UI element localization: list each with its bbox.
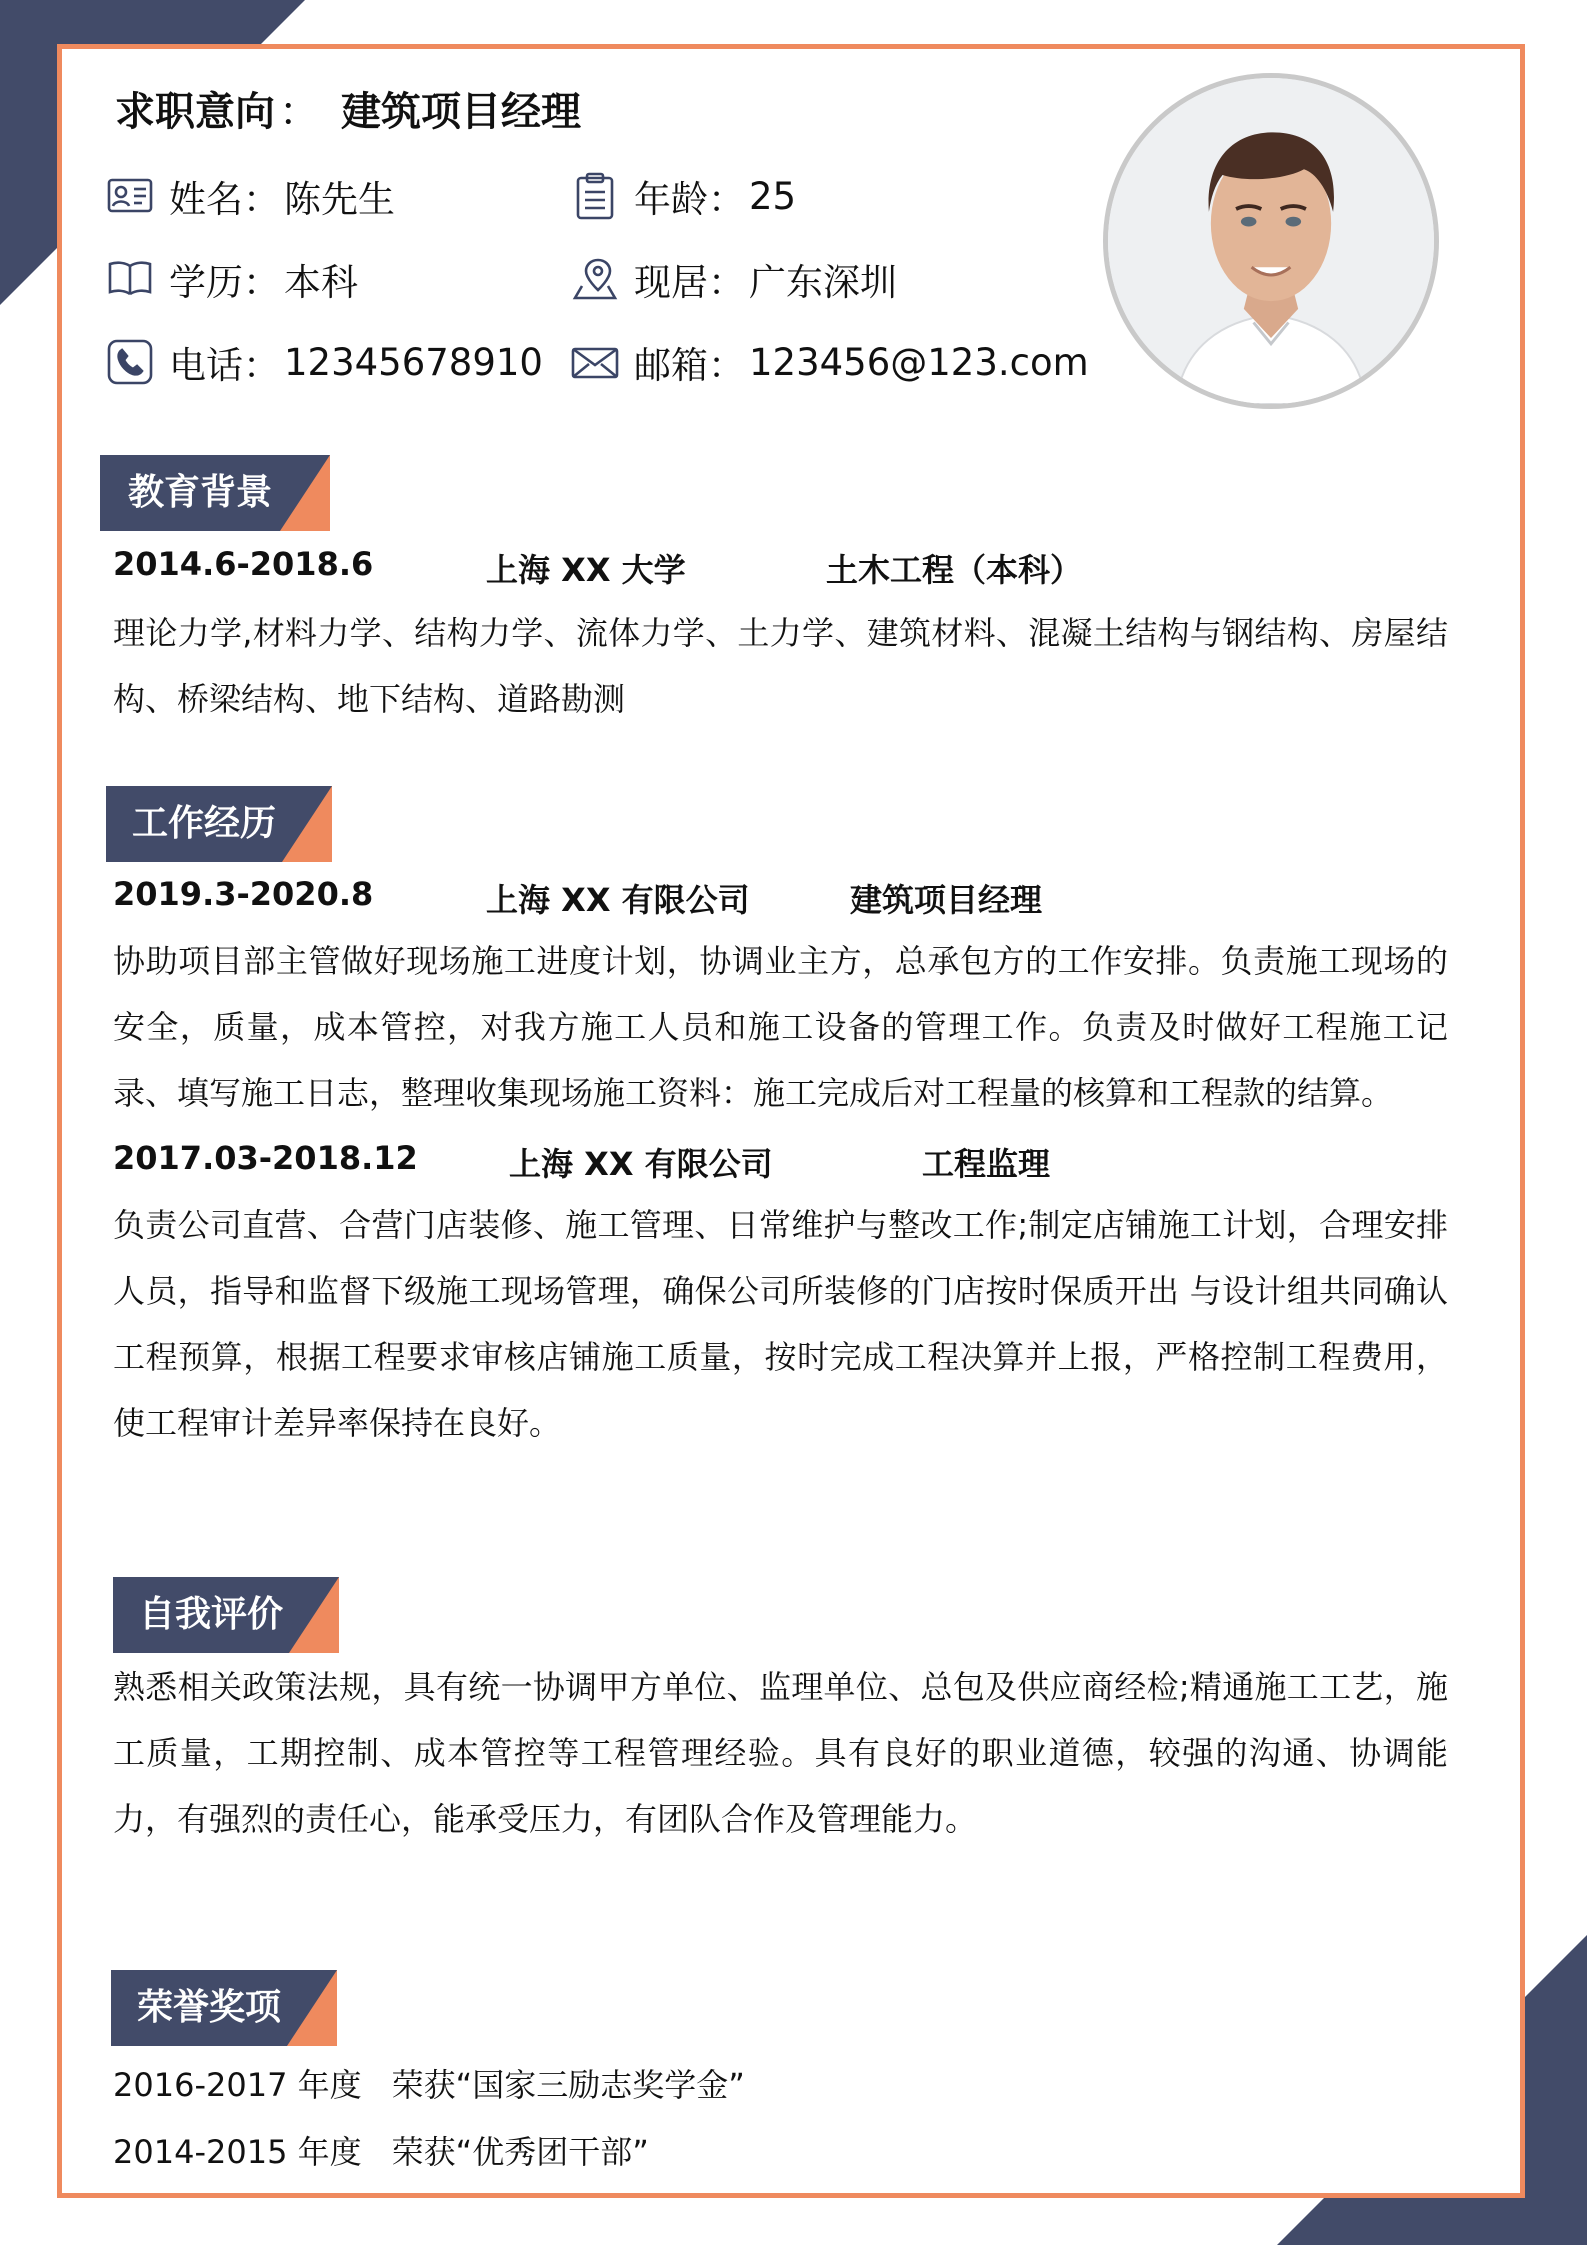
residence-value: 广东深圳 [749, 261, 897, 304]
education-major: 土木工程（本科） [826, 551, 1083, 589]
job-intent-value: 建筑项目经理 [341, 89, 581, 135]
section-title: 自我评价 [139, 1594, 284, 1635]
info-age [570, 169, 796, 223]
age-label: 年龄： [634, 178, 745, 221]
job-position: 工程监理 [922, 1145, 1051, 1183]
location-pin-icon [570, 254, 620, 304]
phone-value: 12345678910 [284, 340, 543, 384]
job-period: 2019.3-2020.8 [113, 875, 374, 913]
job-row [113, 1139, 1453, 1181]
section-header-work [106, 786, 332, 862]
clipboard-icon [570, 171, 620, 221]
award-year: 2016-2017 年度 [113, 2066, 362, 2104]
education-value: 本科 [284, 261, 358, 304]
award-item [113, 2060, 745, 2106]
name-value: 陈先生 [284, 178, 395, 221]
award-item [113, 2127, 649, 2173]
education-courses: 理论力学,材料力学、结构力学、流体力学、土力学、建筑材料、混凝土结构与钢结构、房屋结构、桥梁结构、地下结构、道路勘测 [113, 614, 1448, 718]
id-card-icon [105, 171, 155, 221]
info-name [105, 169, 395, 223]
self-evaluation-text: 熟悉相关政策法规，具有统一协调甲方单位、监理单位、总包及供应商经检;精通施工工艺，施工质量，工期控制、成本管控等工程管理经验。具有良好的职业道德，较强的沟通、协调能力，有强烈的责任心，能承受压力，有团队合作及管理能力。 [113, 1668, 1448, 1838]
book-icon [105, 254, 155, 304]
info-education [105, 252, 358, 306]
info-residence [570, 252, 897, 306]
section-header-education [100, 455, 330, 531]
phone-label: 电话： [169, 344, 280, 387]
education-label: 学历： [169, 261, 280, 304]
residence-label: 现居： [634, 261, 745, 304]
profile-photo [1103, 73, 1439, 409]
section-title: 教育背景 [128, 472, 273, 513]
section-title: 荣誉奖项 [137, 1987, 282, 2028]
envelope-icon [570, 337, 620, 387]
job-description: 协助项目部主管做好现场施工进度计划，协调业主方，总承包方的工作安排。负责施工现场的安全，质量，成本管控，对我方施工人员和施工设备的管理工作。负责及时做好工程施工记录、填写施工日志，整理收集现场施工资料：施工完成后对工程量的核算和工程款的结算。 [113, 942, 1448, 1112]
info-phone [105, 335, 543, 389]
job-position: 建筑项目经理 [850, 881, 1043, 919]
job-intent-label: 求职意向 [115, 89, 275, 135]
phone-icon [105, 337, 155, 387]
email-label: 邮箱： [634, 344, 745, 387]
info-email [570, 335, 1089, 389]
section-title: 工作经历 [132, 803, 277, 844]
section-header-honors [111, 1970, 337, 2046]
job-intent [115, 80, 581, 137]
education-period: 2014.6-2018.6 [113, 545, 374, 583]
education-row [113, 545, 1453, 587]
job-intent-colon: ： [279, 89, 319, 135]
job-period: 2017.03-2018.12 [113, 1139, 418, 1177]
job-company: 上海 XX 有限公司 [509, 1145, 773, 1183]
award-year: 2014-2015 年度 [113, 2133, 362, 2171]
education-school: 上海 XX 大学 [486, 551, 686, 589]
section-header-self-evaluation [113, 1577, 339, 1653]
age-value: 25 [749, 174, 797, 218]
award-text: 荣获“国家三励志奖学金” [391, 2066, 745, 2104]
name-label: 姓名： [169, 178, 280, 221]
job-company: 上海 XX 有限公司 [486, 881, 750, 919]
award-text: 荣获“优秀团干部” [391, 2133, 649, 2171]
job-description: 负责公司直营、合营门店装修、施工管理、日常维护与整改工作;制定店铺施工计划，合理安排人员，指导和监督下级施工现场管理，确保公司所装修的门店按时保质开出 与设计组共同确认工程预算，根据工程要求审核店铺施工质量，按时完成工程决算并上报，严格控制工程费用，使工程审计差异率保持在良好。 [113, 1206, 1448, 1442]
email-value: 123456@123.com [749, 340, 1089, 384]
job-row [113, 875, 1453, 917]
